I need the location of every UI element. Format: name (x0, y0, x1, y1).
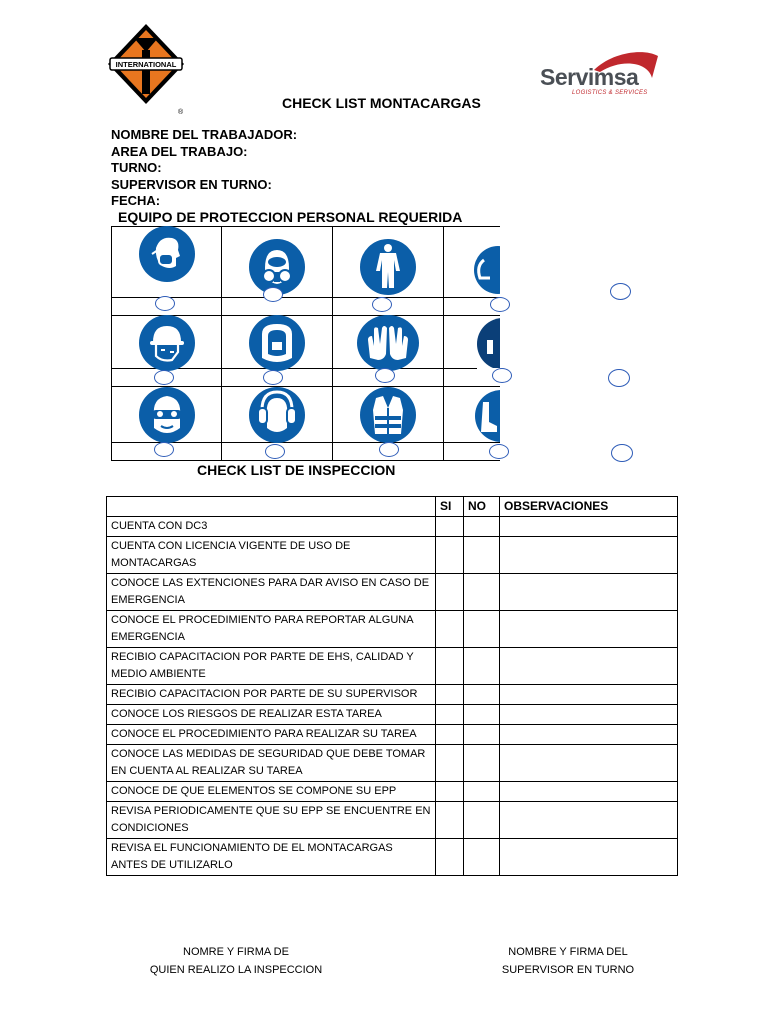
inspection-no-cell[interactable] (464, 611, 500, 648)
inspection-si-cell[interactable] (436, 802, 464, 839)
signature-inspector (136, 943, 336, 979)
inspection-no-cell[interactable] (464, 705, 500, 725)
partial-icon (475, 318, 500, 368)
table-row (107, 537, 678, 574)
international-logo-text: INTERNATIONAL (115, 60, 177, 69)
inspection-item-label: CONOCE LAS EXTENCIONES PARA DAR AVISO EN CASO DE EMERGENCIA (107, 574, 436, 611)
inspection-si-cell[interactable] (436, 705, 464, 725)
inspection-no-cell[interactable] (464, 745, 500, 782)
inspection-si-cell[interactable] (436, 685, 464, 705)
inspection-si-cell[interactable] (436, 725, 464, 745)
shift-supervisor-label: SUPERVISOR EN TURNO: (111, 177, 272, 192)
inspection-no-cell[interactable] (464, 537, 500, 574)
inspection-si-cell[interactable] (436, 782, 464, 802)
signature-inspector-line1: NOMRE Y FIRMA DE (183, 946, 289, 958)
inspection-no-cell[interactable] (464, 782, 500, 802)
table-row (107, 611, 678, 648)
inspection-no-cell[interactable] (464, 725, 500, 745)
ppe-checkbox-row2-col4[interactable] (492, 368, 512, 383)
ppe-checkbox-earmuffs[interactable] (265, 444, 285, 459)
ppe-checkbox-respirator[interactable] (263, 287, 283, 302)
inspection-si-cell[interactable] (436, 611, 464, 648)
inspection-item-label: CONOCE LOS RIESGOS DE REALIZAR ESTA TAREA (107, 705, 436, 725)
servimsa-logo (536, 48, 666, 108)
face-shield-icon (248, 314, 306, 372)
inspection-observaciones-cell[interactable] (500, 839, 678, 876)
table-row (107, 574, 678, 611)
inspection-observaciones-cell[interactable] (500, 745, 678, 782)
inspection-item-label: CONOCE EL PROCEDIMIENTO PARA REALIZAR SU TAREA (107, 725, 436, 745)
inspection-si-cell[interactable] (436, 839, 464, 876)
inspection-item-label: CUENTA CON DC3 (107, 517, 436, 537)
boots-partial-icon (473, 390, 500, 442)
inspection-table (106, 496, 678, 876)
inspection-si-cell[interactable] (436, 537, 464, 574)
worker-name-label: NOMBRE DEL TRABAJADOR: (111, 127, 298, 142)
inspection-si-cell[interactable] (436, 574, 464, 611)
gloves-icon (356, 314, 420, 372)
signature-supervisor-line2: SUPERVISOR EN TURNO (501, 964, 635, 976)
inspection-observaciones-cell[interactable] (500, 648, 678, 685)
servimsa-logo-text: Servimsa (540, 64, 639, 90)
international-logo (104, 22, 188, 118)
ppe-checkbox-face-shield[interactable] (263, 370, 283, 385)
column-header-observaciones: OBSERVACIONES (500, 497, 678, 517)
ppe-checkbox-extra-1[interactable] (610, 283, 631, 300)
table-row (107, 648, 678, 685)
signature-inspector-line2: QUIEN REALIZO LA INSPECCION (149, 964, 323, 976)
inspection-si-cell[interactable] (436, 745, 464, 782)
table-row (107, 685, 678, 705)
safety-vest-icon (359, 386, 417, 444)
dust-mask-icon (138, 226, 196, 284)
svg-text:®: ® (178, 109, 184, 116)
table-row (107, 745, 678, 782)
signature-supervisor-line1: NOMBRE Y FIRMA DEL (508, 946, 628, 958)
inspection-item-label: RECIBIO CAPACITACION POR PARTE DE SU SUPERVISOR (107, 685, 436, 705)
ppe-checkbox-safety-glasses[interactable] (154, 442, 174, 457)
table-row (107, 839, 678, 876)
table-header-row (107, 497, 678, 517)
safety-glasses-icon (138, 386, 196, 444)
ppe-section-title: EQUIPO DE PROTECCION PERSONAL REQUERIDA (118, 209, 463, 225)
shift-label: TURNO: (111, 160, 162, 175)
inspection-observaciones-cell[interactable] (500, 685, 678, 705)
inspection-no-cell[interactable] (464, 802, 500, 839)
ppe-checkbox-boots[interactable] (489, 444, 509, 459)
work-area-label: AREA DEL TRABAJO: (111, 144, 248, 159)
inspection-observaciones-cell[interactable] (500, 574, 678, 611)
ppe-checkbox-safety-vest[interactable] (379, 442, 399, 457)
inspection-observaciones-cell[interactable] (500, 611, 678, 648)
inspection-item-label: CONOCE EL PROCEDIMIENTO PARA REPORTAR ALGUNA EMERGENCIA (107, 611, 436, 648)
inspection-no-cell[interactable] (464, 648, 500, 685)
inspection-no-cell[interactable] (464, 517, 500, 537)
ppe-checkbox-gloves[interactable] (375, 368, 395, 383)
inspection-observaciones-cell[interactable] (500, 705, 678, 725)
column-header-item (107, 497, 436, 517)
inspection-si-cell[interactable] (436, 648, 464, 685)
ppe-checkbox-coverall[interactable] (372, 297, 392, 312)
column-header-no: NO (464, 497, 500, 517)
document-title: CHECK LIST MONTACARGAS (282, 95, 481, 111)
inspection-no-cell[interactable] (464, 685, 500, 705)
servimsa-logo-subtext: LOGISTICS & SERVICES (572, 90, 648, 96)
inspection-no-cell[interactable] (464, 574, 500, 611)
inspection-section-title: CHECK LIST DE INSPECCION (197, 462, 396, 478)
ppe-checkbox-hard-hat[interactable] (154, 370, 174, 385)
table-row (107, 517, 678, 537)
table-row (107, 782, 678, 802)
table-row (107, 802, 678, 839)
inspection-item-label: RECIBIO CAPACITACION POR PARTE DE EHS, CALIDAD Y MEDIO AMBIENTE (107, 648, 436, 685)
ppe-checkbox-dust-mask[interactable] (155, 296, 175, 311)
inspection-item-label: CONOCE DE QUE ELEMENTOS SE COMPONE SU EPP (107, 782, 436, 802)
table-row (107, 705, 678, 725)
inspection-si-cell[interactable] (436, 517, 464, 537)
ear-protection-partial-icon (470, 244, 500, 294)
inspection-observaciones-cell[interactable] (500, 782, 678, 802)
table-row (107, 725, 678, 745)
inspection-no-cell[interactable] (464, 839, 500, 876)
coverall-icon (359, 238, 417, 296)
inspection-item-label: REVISA PERIODICAMENTE QUE SU EPP SE ENCUENTRE EN CONDICIONES (107, 802, 436, 839)
inspection-item-label: CONOCE LAS MEDIDAS DE SEGURIDAD QUE DEBE TOMAR EN CUENTA AL REALIZAR SU TAREA (107, 745, 436, 782)
inspection-observaciones-cell[interactable] (500, 802, 678, 839)
hard-hat-icon (138, 314, 196, 372)
inspection-item-label: REVISA EL FUNCIONAMIENTO DE EL MONTACARGAS ANTES DE UTILIZARLO (107, 839, 436, 876)
ppe-checkbox-ear-protection[interactable] (490, 297, 510, 312)
earmuffs-icon (248, 386, 306, 444)
inspection-observaciones-cell[interactable] (500, 537, 678, 574)
signature-supervisor (470, 943, 666, 979)
ppe-checkbox-extra-2[interactable] (608, 369, 630, 387)
column-header-si: SI (436, 497, 464, 517)
ppe-checkbox-extra-3[interactable] (611, 444, 633, 462)
inspection-item-label: CUENTA CON LICENCIA VIGENTE DE USO DE MONTACARGAS (107, 537, 436, 574)
ppe-grid (111, 226, 500, 461)
inspection-observaciones-cell[interactable] (500, 517, 678, 537)
inspection-observaciones-cell[interactable] (500, 725, 678, 745)
date-label: FECHA: (111, 193, 161, 208)
